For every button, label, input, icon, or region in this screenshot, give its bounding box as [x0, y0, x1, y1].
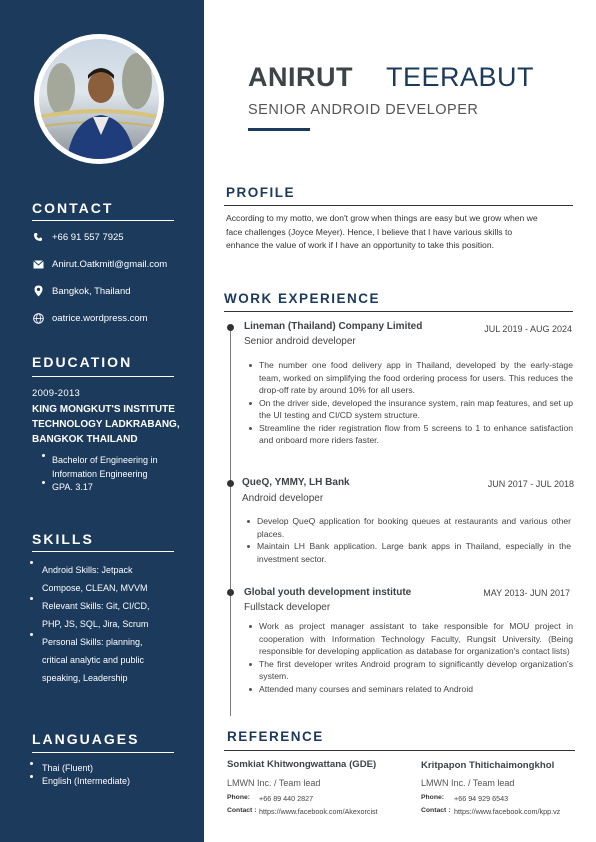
- job-bullet: Maintain LH Bank application. Large bank apps in Thailand, especially in the investment sector.: [243, 540, 571, 565]
- skill-item: Personal Skills: planning, critical analytic and public speaking, Leadership: [28, 633, 168, 687]
- job-date: MAY 2013- JUN 2017: [483, 588, 570, 598]
- first-name: ANIRUT: [248, 62, 353, 92]
- location-icon: [32, 285, 44, 297]
- reference-phone-label: Phone:: [421, 794, 445, 801]
- contact-divider: [32, 220, 174, 221]
- languages-list: [28, 762, 178, 788]
- education-heading: EDUCATION: [32, 354, 133, 370]
- reference-name: Somkiat Khitwongwattana (GDE): [227, 759, 377, 770]
- reference-phone[interactable]: +66 89 440 2827: [259, 794, 314, 803]
- contact-location-text: Bangkok, Thailand: [52, 285, 131, 297]
- job-title: SENIOR ANDROID DEVELOPER: [248, 102, 479, 118]
- skills-list: [28, 561, 168, 687]
- contact-location: [32, 285, 131, 297]
- job-company: Lineman (Thailand) Company Limited: [244, 321, 423, 332]
- reference-name: Kritpapon Thitichaimongkhol: [421, 760, 555, 771]
- job-date: JUN 2017 - JUL 2018: [487, 479, 574, 489]
- job-role: Fullstack developer: [244, 602, 331, 613]
- job-bullet: Attended many courses and seminars related to Android: [245, 683, 573, 696]
- contact-website[interactable]: [32, 312, 148, 324]
- contact-email-text: Anirut.Oatkmitl@gmail.com: [52, 258, 168, 270]
- job-bullets: [245, 359, 573, 447]
- sidebar: [0, 0, 204, 842]
- reference-phone-label: Phone:: [227, 794, 251, 801]
- reference-divider: [224, 750, 575, 751]
- language-item: English (Intermediate): [28, 775, 178, 788]
- title-accent-bar: [248, 128, 310, 131]
- reference-contact-link[interactable]: https://www.facebook.com/Akexorcist: [259, 807, 378, 816]
- phone-icon: [32, 231, 44, 243]
- job-bullet: Work as project manager assistant to take responsible for MOU project in cooperation with Information Technology Faculty, Rungsit University. (Being responsible for developing application as database for organization's contact lists): [245, 620, 573, 658]
- profile-text: According to my motto, we don't grow when things are easy but we grow when we face challenges (Joyce Meyer). Hence, I believe that I have various skills to enhance the value of work if I have an opportunity to take this position.: [226, 213, 538, 250]
- reference-contact-label: Contact :: [227, 807, 257, 814]
- language-item: Thai (Fluent): [28, 762, 178, 775]
- job-bullet: Develop QueQ application for booking queues at restaurants and various other places.: [243, 515, 571, 540]
- profile-photo-frame: [34, 34, 164, 164]
- contact-phone[interactable]: [32, 231, 124, 243]
- education-divider: [32, 376, 174, 377]
- languages-heading: LANGUAGES: [32, 731, 140, 747]
- timeline-dot: [227, 324, 234, 331]
- timeline-dot: [227, 589, 234, 596]
- job-bullet: On the driver side, developed the insurance system, rain map features, and set up the UI testing and CI/CD system structure.: [245, 397, 573, 422]
- reference-phone[interactable]: +66 94 929 6543: [454, 794, 509, 803]
- contact-phone-text: +66 91 557 7925: [52, 231, 124, 243]
- work-experience-divider: [224, 311, 573, 312]
- job-bullet: Streamline the rider registration flow from 5 screens to 1 to enhance satisfaction and onboard more riders faster.: [245, 422, 573, 447]
- skill-item: Android Skills: Jetpack Compose, CLEAN, MVVM: [28, 561, 168, 597]
- contact-heading: CONTACT: [32, 200, 114, 216]
- contact-website-text: oatrice.wordpress.com: [52, 312, 148, 324]
- job-role: Senior android developer: [244, 336, 356, 347]
- timeline-line: [230, 326, 231, 716]
- reference-contact-label: Contact :: [421, 807, 451, 814]
- timeline-dot: [227, 480, 234, 487]
- contact-email[interactable]: [32, 258, 167, 270]
- profile-divider: [224, 205, 573, 206]
- job-bullets: [245, 620, 573, 695]
- last-name: TEERABUT: [386, 62, 535, 92]
- job-date: JUL 2019 - AUG 2024: [484, 324, 572, 334]
- job-bullet: The first developer writes Android program to significantly develop organization's system.: [245, 658, 573, 683]
- education-details: [40, 454, 190, 495]
- skills-heading: SKILLS: [32, 531, 94, 547]
- reference-position: LMWN Inc. / Team lead: [227, 778, 321, 788]
- work-experience-heading: WORK EXPERIENCE: [224, 291, 381, 306]
- skill-item: Relevant Skills: Git, CI/CD, PHP, JS, SQL, Jira, Scrum: [28, 597, 168, 633]
- education-school: KING MONGKUT'S INSTITUTE TECHNOLOGY LADKRABANG, BANGKOK THAILAND: [32, 404, 180, 445]
- job-role: Android developer: [242, 493, 324, 504]
- languages-divider: [32, 752, 174, 753]
- education-years: 2009-2013: [32, 388, 81, 399]
- education-degree: Bachelor of Engineering in Information Engineering: [40, 454, 190, 481]
- job-bullets: [243, 515, 571, 565]
- job-company: QueQ, YMMY, LH Bank: [242, 477, 350, 488]
- globe-icon: [32, 312, 44, 324]
- email-icon: [32, 258, 44, 270]
- reference-position: LMWN Inc. / Team lead: [421, 778, 515, 788]
- job-bullet: The number one food delivery app in Thailand, developed by the early-stage team, worked on simplifying the food ordering process for users. This reduces the drop-off rate by around 10% for all users.: [245, 359, 573, 397]
- job-company: Global youth development institute: [244, 587, 412, 598]
- reference-heading: REFERENCE: [227, 729, 324, 744]
- reference-contact-link[interactable]: https://www.facebook.com/kpp.vz: [454, 807, 561, 816]
- education-gpa: GPA. 3.17: [40, 481, 190, 495]
- profile-photo: [39, 39, 159, 159]
- profile-heading: PROFILE: [226, 185, 296, 200]
- skills-divider: [32, 551, 174, 552]
